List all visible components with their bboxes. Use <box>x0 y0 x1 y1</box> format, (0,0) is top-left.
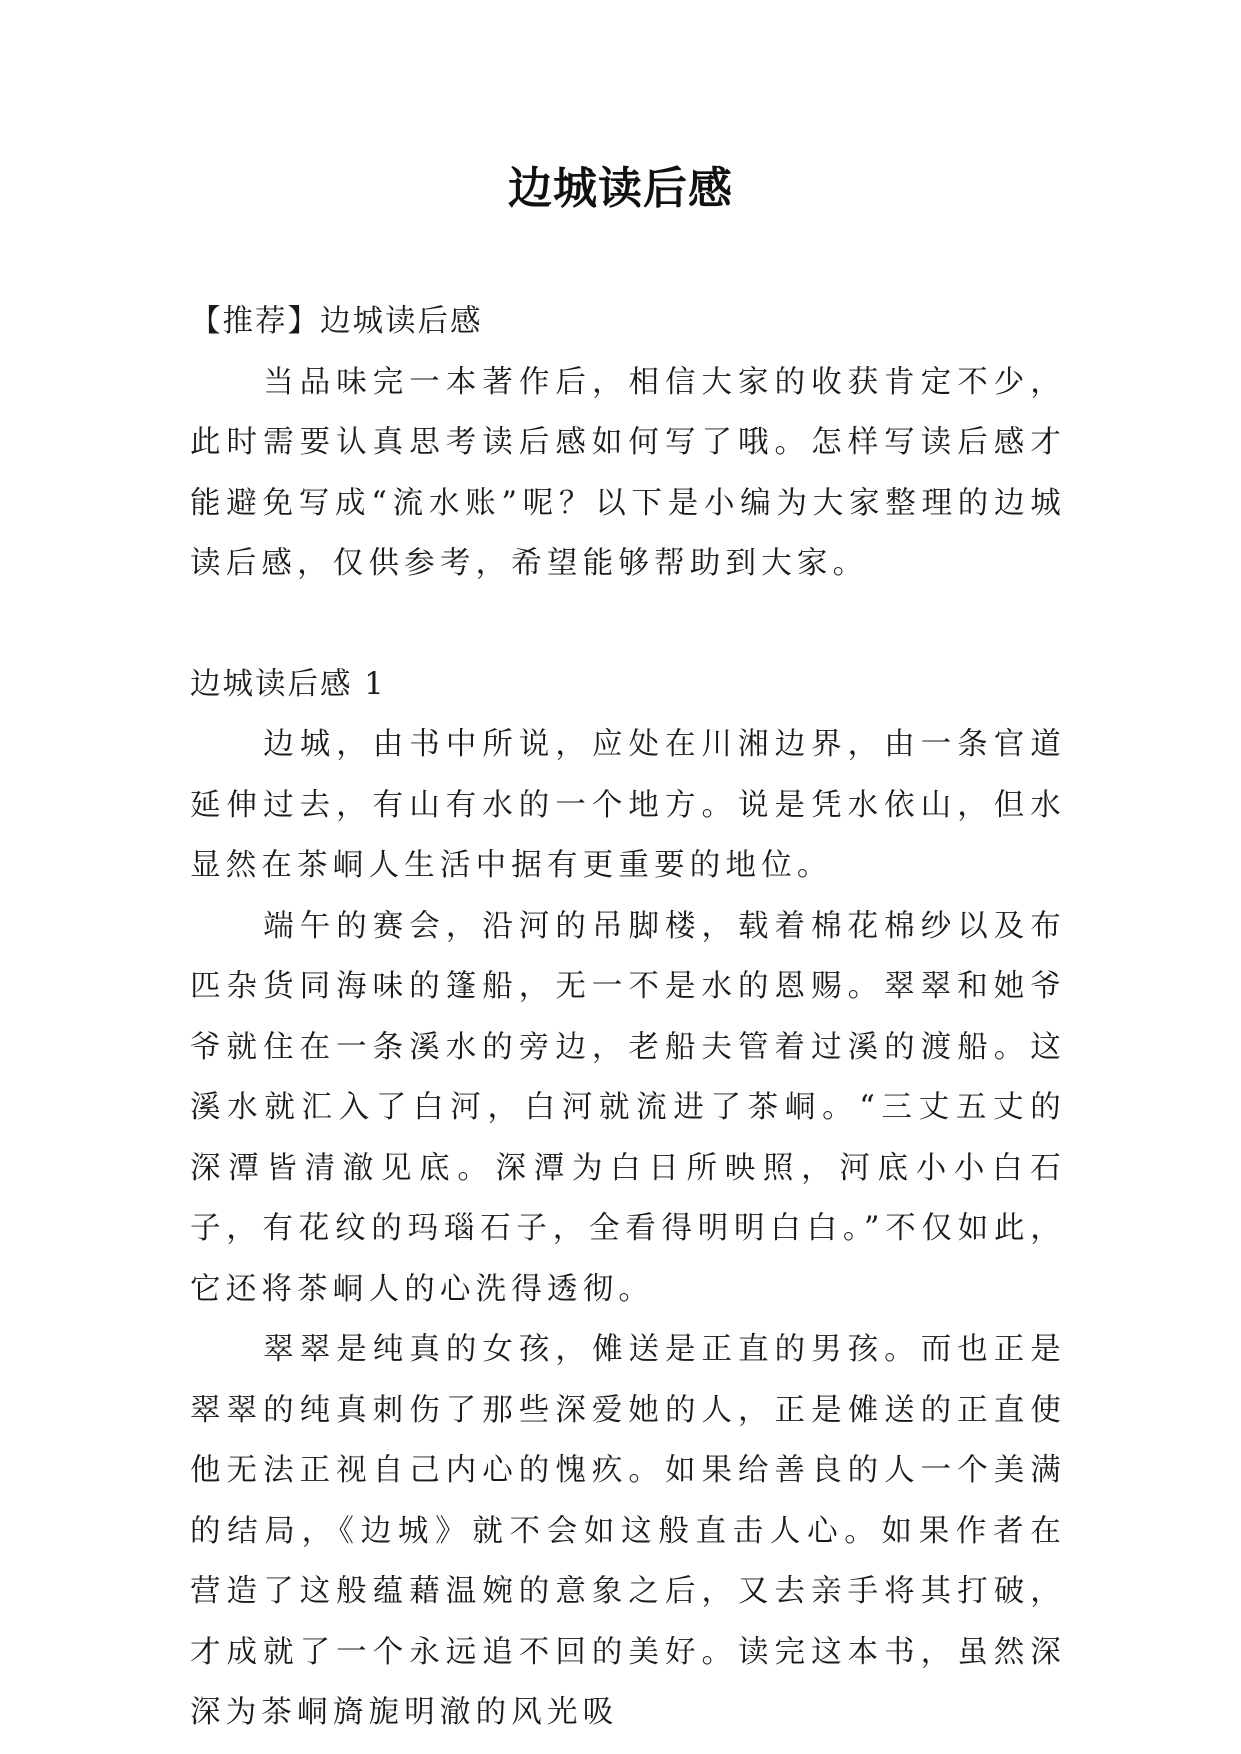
body-paragraph-3: 翠翠是纯真的女孩，傩送是正直的男孩。而也正是翠翠的纯真刺伤了那些深爱她的人，正是傩送的正直使他无法正视自己内心的愧疚。如果给善良的人一个美满的结局，《边城》就不会如这般直击人心。如果作者在营造了这般蕴藉温婉的意象之后，又去亲手将其打破，才成就了一个永远追不回的美好。读完这本书，虽然深深为茶峒旖旎明澈的风光吸 <box>190 1332 1066 1730</box>
body-paragraph-2: 端午的赛会，沿河的吊脚楼，载着棉花棉纱以及布匹杂货同海味的篷船，无一不是水的恩赐。翠翠和她爷爷就住在一条溪水的旁边，老船夫管着过溪的渡船。这溪水就汇入了白河，白河就流进了茶峒。“三丈五丈的深潭皆清澈见底。深潭为白日所映照，河底小小白石子，有花纹的玛瑙石子，全看得明明白白。”不仅如此，它还将茶峒人的心洗得透彻。 <box>190 908 1066 1307</box>
document-body <box>190 292 1066 1744</box>
section-spacer <box>190 595 1066 655</box>
intro-paragraph: 当品味完一本著作后，相信大家的收获肯定不少，此时需要认真思考读后感如何写了哦。怎样写读后感才能避免写成“流水账”呢？以下是小编为大家整理的边城读后感，仅供参考，希望能够帮助到大家。 <box>190 364 1066 581</box>
section-title: 边城读后感 1 <box>190 666 386 702</box>
intro-line: 【推荐】边城读后感 <box>190 304 483 339</box>
body-paragraph-1: 边城，由书中所说，应处在川湘边界，由一条官道延伸过去，有山有水的一个地方。说是凭水依山，但水显然在茶峒人生活中据有更重要的地位。 <box>190 727 1066 883</box>
page-title: 边城读后感 <box>508 163 733 214</box>
